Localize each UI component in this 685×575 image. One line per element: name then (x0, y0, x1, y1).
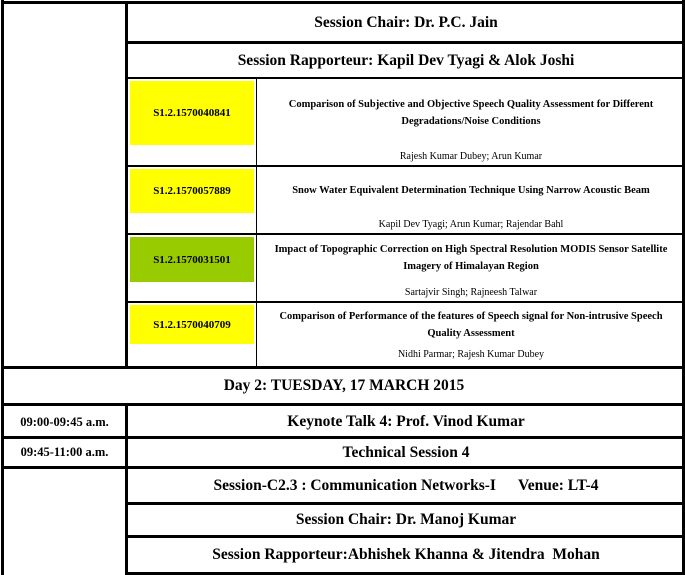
day-header (4, 369, 684, 403)
time-text: 09:45-11:00 a.m. (20, 445, 109, 459)
session-venue-text: Venue: LT-4 (517, 477, 599, 494)
session-rapporteur-row (128, 538, 684, 572)
session-name-row (128, 470, 684, 502)
row-divider (125, 535, 685, 538)
paper-id: S1.2.1570040709 (153, 318, 231, 331)
row-divider (125, 301, 685, 303)
time-cell (4, 439, 125, 466)
row-divider (125, 77, 685, 79)
column-divider (125, 405, 128, 575)
event-text: Keynote Talk 4: Prof. Vinod Kumar (287, 413, 525, 430)
column-divider (125, 1, 128, 368)
session-chair-row (128, 4, 684, 41)
session-rapporteur-row (128, 44, 684, 77)
paper-title: Snow Water Equivalent Determination Technique Using Narrow Acoustic Beam (292, 185, 650, 196)
day-header-text: Day 2: TUESDAY, 17 MARCH 2015 (223, 377, 465, 394)
paper-column-divider (256, 79, 257, 368)
row-divider (125, 41, 685, 44)
session-rapporteur-text: Session Rapporteur:Abhishek Khanna & Jitendra Mohan (212, 546, 600, 563)
row-divider (125, 165, 685, 167)
row-divider (1, 436, 685, 439)
paper-title: Comparison of Subjective and Objective Speech Quality Assessment for Different Degradations/Noise Conditions (288, 99, 654, 127)
event-text: Technical Session 4 (342, 443, 470, 461)
session-chair-text: Session Chair: Dr. P.C. Jain (314, 13, 498, 31)
paper-id-cell (130, 81, 254, 145)
event-cell (128, 439, 684, 466)
session-chair-row (128, 505, 684, 535)
border-left (1, 0, 4, 575)
paper-title: Comparison of Performance of the features of Speech signal for Non-intrusive Speech Quality Assessment (279, 311, 663, 339)
row-divider (1, 366, 685, 369)
paper-id: S1.2.1570057889 (153, 185, 231, 197)
time-text: 09:00-09:45 a.m. (20, 414, 109, 429)
paper-authors: Nidhi Parmar; Rajesh Kumar Dubey (397, 349, 545, 360)
paper-id-cell (130, 169, 254, 213)
row-divider (125, 233, 685, 235)
paper-authors: Kapil Dev Tyagi; Arun Kumar; Rajendar Bahl (378, 219, 564, 230)
event-cell (128, 408, 684, 436)
row-divider (1, 466, 685, 469)
paper-id: S1.2.1570031501 (153, 253, 231, 266)
row-divider (1, 403, 685, 406)
paper-id-cell (130, 305, 254, 344)
row-divider (125, 502, 685, 505)
paper-title: Impact of Topographic Correction on High Spectral Resolution MODIS Sensor Satellite Imagery of Himalayan Region (274, 244, 668, 272)
session-name-text: Session-C2.3 : Communication Networks-I (213, 477, 496, 494)
paper-authors: Sartajvir Singh; Rajneesh Talwar (404, 287, 538, 298)
paper-id-cell (130, 237, 254, 282)
paper-id: S1.2.1570040841 (153, 107, 231, 119)
time-cell (4, 408, 125, 436)
border-top (1, 1, 685, 4)
paper-authors: Rajesh Kumar Dubey; Arun Kumar (399, 151, 543, 162)
session-rapporteur-text: Session Rapporteur: Kapil Dev Tyagi & Alok Joshi (237, 51, 575, 69)
session-chair-text: Session Chair: Dr. Manoj Kumar (295, 511, 517, 528)
